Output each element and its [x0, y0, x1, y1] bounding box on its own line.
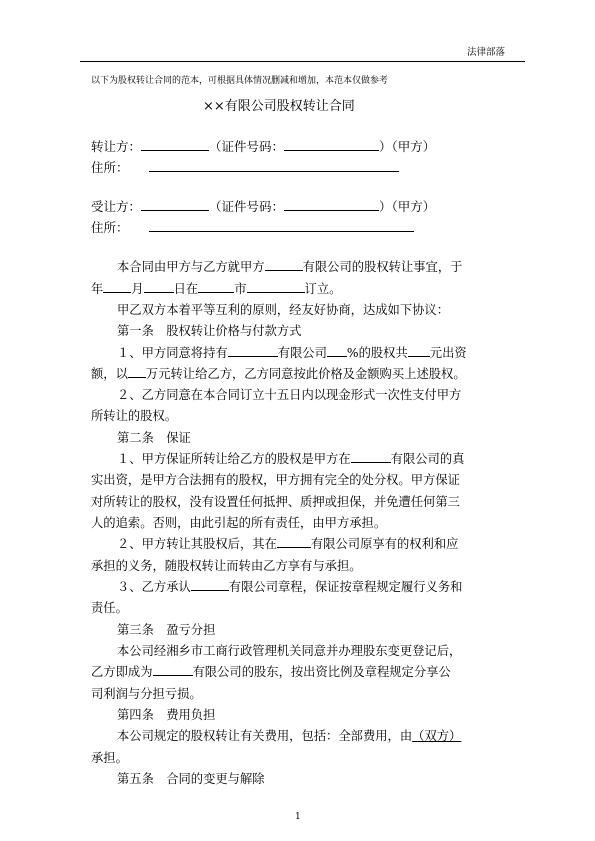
- body-line: 责任。: [91, 601, 128, 615]
- article-heading: 第二条 保证: [117, 431, 191, 445]
- transferee-address-blank: [149, 219, 414, 232]
- transferee-id-label: （证件号码：: [209, 199, 285, 214]
- blank: [247, 280, 305, 293]
- body-line: ２、乙方同意在本合同订立十五日内以现金形式一次性支付甲方: [117, 388, 462, 402]
- article-heading: 第一条 股权转让价格与付款方式: [117, 324, 302, 338]
- header-rule: [80, 61, 525, 62]
- blank: [144, 280, 174, 293]
- body-line: 乙方即成为 有限公司的股东，按出资比例及章程规定分享公: [91, 665, 451, 679]
- body-line: 本公司经湘乡市工商行政管理机关同意并办理股东变更登记后，: [117, 644, 462, 658]
- transferor-label: 转让方：: [91, 139, 142, 154]
- body-line: ２、甲方转让其股权后，其在 有限公司原享有的权利和应: [117, 537, 459, 551]
- blank: [128, 365, 146, 378]
- blank: [327, 344, 347, 357]
- blank: [277, 535, 311, 548]
- body-line: 对所转让的股权，没有设置任何抵押、质押或担保，并免遭任何第三: [91, 495, 460, 509]
- body-line: 实出资，是甲方合法拥有的股权，甲方拥有完全的处分权。甲方保证: [91, 473, 460, 487]
- body-line: 所转让的股权。: [91, 409, 178, 423]
- template-note: 以下为股权转让合同的范本，可根据具体情况删减和增加，本范本仅做参考: [91, 76, 389, 86]
- transferor-line: [91, 137, 435, 155]
- body-line: 司利润与分担亏损。: [91, 687, 202, 701]
- body-line: 本合同由甲方与乙方就甲方 有限公司的股权转让事宜，于: [117, 260, 463, 274]
- transferor-id-blank: [284, 138, 379, 151]
- article-heading: 第四条 费用负担: [117, 708, 216, 722]
- blank: [265, 258, 303, 271]
- article-heading: 第三条 盈亏分担: [117, 623, 216, 637]
- body-line: 承担的义务，随股权转让而转由乙方享有与承担。: [91, 559, 362, 573]
- blank: [191, 578, 229, 591]
- page-number: 1: [295, 812, 301, 822]
- body-line: 人的追索。否则，由此引起的所有责任，由甲方承担。: [91, 516, 387, 530]
- transferor-name-blank: [141, 138, 209, 151]
- body-line: 甲乙双方本着平等互利的原则，经友好协商，达成如下协议：: [117, 303, 450, 317]
- transferee-label: 受让方：: [91, 199, 142, 214]
- header-right-text: 法律部落: [467, 47, 506, 58]
- contract-title: ××有限公司股权转让合同: [203, 99, 355, 114]
- transferee-address-line: [91, 218, 414, 236]
- transferee-line: [91, 197, 435, 215]
- underlined-text: （双方）: [412, 729, 462, 743]
- transferor-id-label: （证件号码：: [209, 139, 285, 154]
- transferee-id-blank: [284, 198, 379, 211]
- body-line: 承担。: [91, 751, 128, 765]
- blank: [198, 280, 234, 293]
- body-line: 额，以 万元转让给乙方，乙方同意按此价格及金额购买上述股权。: [91, 367, 466, 381]
- transferee-role: ）（甲方）: [379, 199, 436, 214]
- transferor-address-blank: [149, 159, 399, 172]
- body-line: ３、乙方承认 有限公司章程，保证按章程规定履行义务和: [117, 580, 463, 594]
- transferor-address-line: [91, 158, 399, 176]
- body-line: 年 月 日在 市 订立。: [91, 282, 342, 296]
- blank: [153, 663, 193, 676]
- blank: [103, 280, 131, 293]
- transferor-role: ）（甲方）: [379, 139, 436, 154]
- blank: [408, 344, 430, 357]
- body-line: 本公司规定的股权转让有关费用，包括：全部费用，由（双方）: [117, 729, 462, 743]
- transferee-address-label: 住所：: [91, 220, 129, 235]
- body-line: １、甲方同意将持有 有限公司 %的股权共 元出资: [117, 346, 467, 360]
- blank: [228, 344, 278, 357]
- article-heading: 第五条 合同的变更与解除: [117, 772, 265, 786]
- blank: [351, 450, 391, 463]
- transferor-address-label: 住所：: [91, 160, 129, 175]
- body-line: １、甲方保证所转让给乙方的股权是甲方在 有限公司的真: [117, 452, 465, 466]
- transferee-name-blank: [141, 198, 209, 211]
